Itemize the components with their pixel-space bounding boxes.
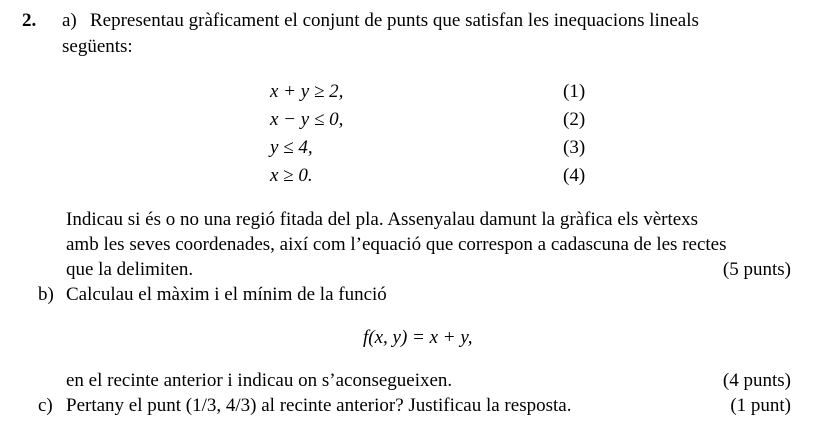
part-c-marker: c) [38,395,53,416]
part-b-line-1: Calculau el màxim i el mínim de la funció [66,284,387,305]
part-b-points: (4 punts) [722,370,791,391]
part-a-paragraph-line-3: que la delimiten. [66,259,194,280]
part-a-line-2: següents: [62,36,133,57]
inequality-4: x ≥ 0. [270,165,313,186]
inequality-1: x + y ≥ 2, [270,81,344,102]
part-b-marker: b) [38,284,54,305]
inequality-3: y ≤ 4, [270,137,313,158]
inequality-3-tag: (3) [563,137,586,158]
part-a-paragraph-line-1: Indicau si és o no una regió fitada del pla. Assenyalau damunt la gràfica els vèrtexs [66,209,699,230]
inequality-4-tag: (4) [563,165,586,186]
part-c-points: (1 punt) [730,395,791,416]
part-a-paragraph-line-2: amb les seves coordenades, així com l’equació que correspon a cadascuna de les rectes [66,234,727,255]
objective-function: f(x, y) = x + y, [363,327,473,348]
part-a-marker: a) [62,10,77,31]
part-a-points: (5 punts) [722,259,791,280]
inequality-1-tag: (1) [563,81,586,102]
part-c-line-1: Pertany el punt (1/3, 4/3) al recinte anterior? Justificau la resposta. [66,395,572,416]
problem-number: 2. [22,10,37,31]
part-a-line-1: Representau gràficament el conjunt de punts que satisfan les inequacions lineals [90,10,699,31]
part-b-line-2: en el recinte anterior i indicau on s’aconsegueixen. [66,370,453,391]
inequality-2: x − y ≤ 0, [270,109,344,130]
inequality-2-tag: (2) [563,109,586,130]
